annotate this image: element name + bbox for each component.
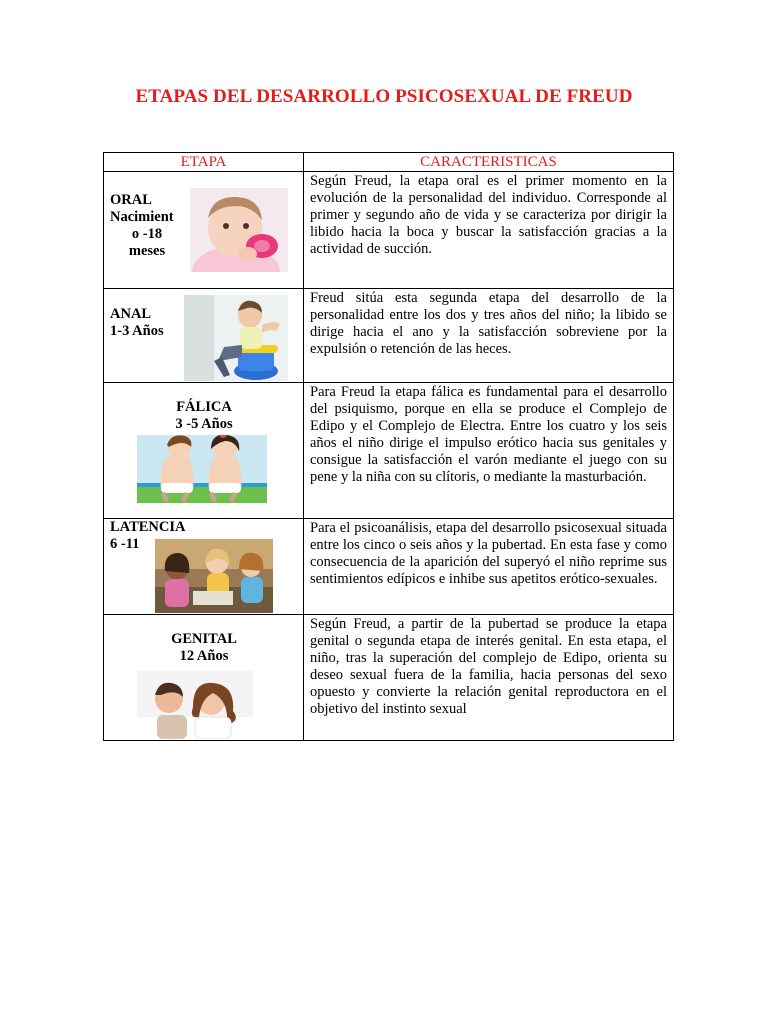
table-row <box>104 383 674 519</box>
cartoon-illustration <box>137 435 267 503</box>
stage-name: ANAL <box>110 306 152 322</box>
table-row <box>104 289 674 383</box>
couple-photo <box>137 671 253 739</box>
stage-description: Para el psicoanálisis, etapa del desarrollo psicosexual situada entre los cinco o seis años y la pubertad. En esta fase y como consecuencia de la aparición del superyó el niño reprime sus sentimientos edípicos e inhibe sus apetitos erótico-sexuales. <box>310 520 667 587</box>
stage-label-anal <box>110 306 190 340</box>
stage-description: Según Freud, la etapa oral es el primer momento en la evolución de la personalidad del individuo. Corresponde al primer y segundo año de vida y se caracteriza por dirigir la libido hacia la boca y buscar la satisfacción gracias a la actividad de succión. <box>310 173 667 257</box>
description-cell <box>304 519 674 615</box>
table-header-row <box>104 153 674 172</box>
page-title: ETAPAS DEL DESARROLLO PSICOSEXUAL DE FREUD <box>135 86 633 107</box>
stage-cell-falica <box>104 383 304 519</box>
table-row <box>104 519 674 615</box>
stage-range: 1-3 Años <box>110 323 164 339</box>
stage-range: 3 -5 Años <box>175 416 233 432</box>
toddler-photo <box>184 295 288 381</box>
description-cell <box>304 289 674 383</box>
stage-description: Para Freud la etapa fálica es fundamental para el desarrollo del psiquismo, porque en ella se produce el Complejo de Edipo y el Complejo de Electra. Entre los cuatro y los seis años el niño dirige el impulso erótico hacia sus genitales y consigue la satisfacción el varón mediante el juego con su pene y la niña con su clítoris, o mediante la masturbación. <box>310 384 667 485</box>
stage-range: 6 -11 <box>110 536 140 552</box>
stage-description: Según Freud, a partir de la pubertad se produce la etapa genital o segunda etapa de interés genital. En esta etapa, el niño, tras la superación del complejo de Edipo, orienta su deseo sexual fuera de la familia, hacia personas del sexo opuesto y convierte la relación genital reproductora en el objetivo del instinto sexual <box>310 616 667 717</box>
stage-cell-latencia <box>104 519 304 615</box>
stage-name: FÁLICA <box>176 399 232 415</box>
header-caracteristicas: CARACTERISTICAS <box>304 153 674 172</box>
children-photo <box>155 539 273 613</box>
stage-label-falica <box>104 399 304 433</box>
baby-photo <box>190 188 288 272</box>
stage-name: ORAL <box>110 192 152 208</box>
stage-description: Freud sitúa esta segunda etapa del desarrollo de la personalidad entre los dos y tres años del niño; la libido se dirige hacia el ano y la satisfacción sobreviene por la expulsión o retención de las heces. <box>310 290 667 357</box>
stage-range: o -18 <box>131 226 163 242</box>
stage-name: GENITAL <box>171 631 237 647</box>
stage-name: LATENCIA <box>110 519 186 535</box>
description-cell <box>304 383 674 519</box>
header-etapa: ETAPA <box>104 153 304 172</box>
stage-cell-genital <box>104 615 304 741</box>
stage-range: Nacimient <box>110 209 174 225</box>
stage-cell-anal <box>104 289 304 383</box>
table-row <box>104 172 674 289</box>
stage-range: meses <box>128 243 166 259</box>
description-cell <box>304 615 674 741</box>
stage-range: 12 Años <box>179 648 229 664</box>
stage-label-genital <box>104 631 304 665</box>
stage-label-oral <box>110 192 184 260</box>
table-row <box>104 615 674 741</box>
description-cell <box>304 172 674 289</box>
stages-table <box>103 152 674 741</box>
stage-cell-oral <box>104 172 304 289</box>
